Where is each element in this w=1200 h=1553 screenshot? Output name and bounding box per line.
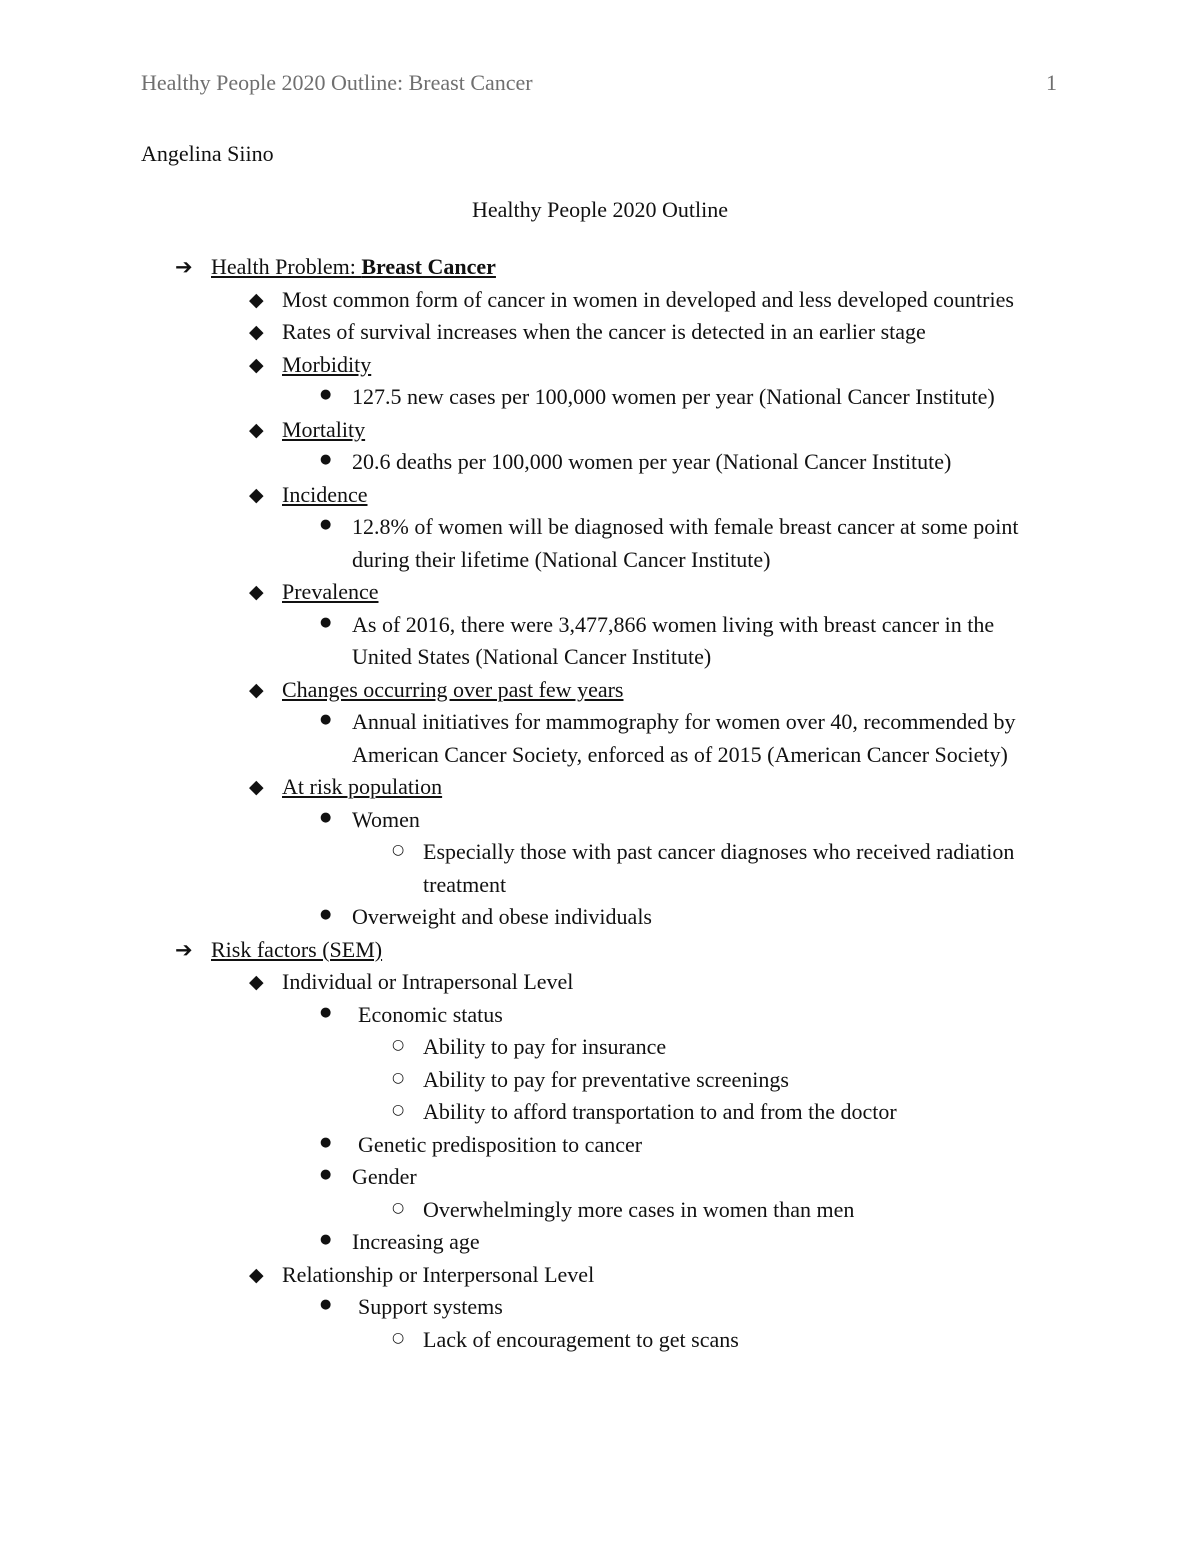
outline-item-age [0,1226,1200,1259]
economic-item: Ability to pay for insurance [423,1034,667,1059]
health-problem-topic: Breast Cancer [361,254,496,279]
outline-item-morbidity [0,349,1200,382]
diamond-bullet-icon: ◆ [249,288,264,311]
dot-bullet-icon: ● [320,1134,332,1150]
document-title: Healthy People 2020 Outline [471,197,728,222]
diamond-bullet-icon: ◆ [249,678,264,701]
dot-bullet-icon: ● [320,809,332,825]
outline-item-mortality-detail [0,446,1200,479]
outline-item-economic [0,999,1200,1032]
outline-item-gender [0,1161,1200,1194]
at-risk-label: At risk population [282,774,443,799]
author-name: Angelina Siino [141,141,274,166]
diamond-bullet-icon: ◆ [249,483,264,506]
page-number: 1 [1046,70,1057,95]
support-sub-text: Lack of encouragement to get scans [423,1326,739,1352]
survival-text: Rates of survival increases when the cancer is detected in an earlier stage [282,319,926,344]
outline-item-support-sub [0,1324,1200,1357]
outline-item-incidence [0,479,1200,512]
economic-item: Ability to pay for preventative screenings [423,1066,789,1092]
age-text: Increasing age [352,1229,480,1254]
support-text: Support systems [358,1294,503,1319]
changes-detail: Annual initiatives for mammography for women over 40, recommended by American Cancer Society, enforced as of 2015 (American Cancer Society) [352,709,1016,767]
dot-bullet-icon: ● [320,712,332,727]
outline-item-mortality [0,414,1200,447]
diamond-bullet-icon: ◆ [249,353,264,376]
circle-bullet-icon: ○ [392,1329,405,1346]
outline-item-gender-sub [0,1194,1200,1227]
outline-item-risk-factors [0,934,1200,967]
mortality-detail: 20.6 deaths per 100,000 women per year (National Cancer Institute) [352,449,952,474]
economic-item: Ability to afford transportation to and from the doctor [423,1099,897,1124]
mortality-label: Mortality [282,416,366,442]
outline-item-incidence-detail [0,511,1200,576]
outline-item-economic-3 [0,1096,1200,1129]
relationship-level-label: Relationship or Interpersonal Level [282,1261,595,1287]
diamond-bullet-icon: ◆ [249,418,264,441]
outline-item-individual-level [0,966,1200,999]
prevalence-label: Prevalence [282,579,379,604]
prevalence-detail: As of 2016, there were 3,477,866 women living with breast cancer in the United States (National Cancer Institute) [352,611,995,669]
dot-bullet-icon: ● [320,614,332,630]
running-header-title: Healthy People 2020 Outline: Breast Cancer [141,70,533,95]
changes-label: Changes occurring over past few years [282,676,624,702]
outline-item-women [0,804,1200,837]
outline-item-women-sub [0,836,1200,901]
dot-bullet-icon: ● [320,1167,332,1182]
common-form-text: Most common form of cancer in women in developed and less developed countries [282,286,1014,312]
outline-item-prevalence [0,576,1200,609]
arrow-bullet-icon: ➔ [175,937,193,962]
outline-item-morbidity-detail [0,381,1200,414]
women-text: Women [352,806,420,832]
economic-text: Economic status [358,1001,503,1027]
incidence-detail: 12.8% of women will be diagnosed with female breast cancer at some point during their lifetime (National Cancer Institute) [352,514,1019,572]
outline-item-overweight [0,901,1200,934]
dot-bullet-icon: ● [320,1297,332,1312]
incidence-label: Incidence [282,481,368,507]
morbidity-detail: 127.5 new cases per 100,000 women per year (National Cancer Institute) [352,384,995,409]
circle-bullet-icon: ○ [392,1037,405,1053]
outline-item-survival [0,316,1200,349]
circle-bullet-icon: ○ [392,1069,405,1086]
genetic-text: Genetic predisposition to cancer [358,1131,643,1157]
diamond-bullet-icon: ◆ [249,776,264,798]
dot-bullet-icon: ● [320,387,332,402]
diamond-bullet-icon: ◆ [249,971,264,993]
outline-item-changes-detail [0,706,1200,771]
individual-level-label: Individual or Intrapersonal Level [282,969,574,994]
outline-item-changes [0,674,1200,707]
health-problem-label: Health Problem: [211,254,362,279]
outline-item-prevalence-detail [0,609,1200,674]
morbidity-label: Morbidity [282,351,372,377]
dot-bullet-icon: ● [320,907,332,922]
outline-item-economic-1 [0,1031,1200,1064]
dot-bullet-icon: ● [320,452,332,467]
risk-factors-label: Risk factors (SEM) [211,936,383,962]
women-sub-text: Especially those with past cancer diagnoses who received radiation treatment [423,839,1015,897]
gender-sub-text: Overwhelmingly more cases in women than men [423,1196,855,1222]
outline-item-relationship-level [0,1259,1200,1292]
gender-text: Gender [352,1164,417,1189]
diamond-bullet-icon: ◆ [249,1263,264,1286]
outline-item-genetic [0,1129,1200,1162]
dot-bullet-icon: ● [320,1232,332,1247]
diamond-bullet-icon: ◆ [249,581,264,603]
circle-bullet-icon: ○ [392,1102,405,1118]
circle-bullet-icon: ○ [392,842,405,858]
outline-item-common-form [0,284,1200,317]
dot-bullet-icon: ● [320,517,332,532]
dot-bullet-icon: ● [320,1004,332,1020]
outline-item-support [0,1291,1200,1324]
outline-item-economic-2 [0,1064,1200,1097]
overweight-text: Overweight and obese individuals [352,904,652,929]
outline-item-at-risk [0,771,1200,804]
outline-item-health-problem [0,251,1200,284]
circle-bullet-icon: ○ [392,1199,405,1216]
diamond-bullet-icon: ◆ [249,321,264,343]
outline-list [0,251,1200,1356]
arrow-bullet-icon: ➔ [175,255,193,279]
